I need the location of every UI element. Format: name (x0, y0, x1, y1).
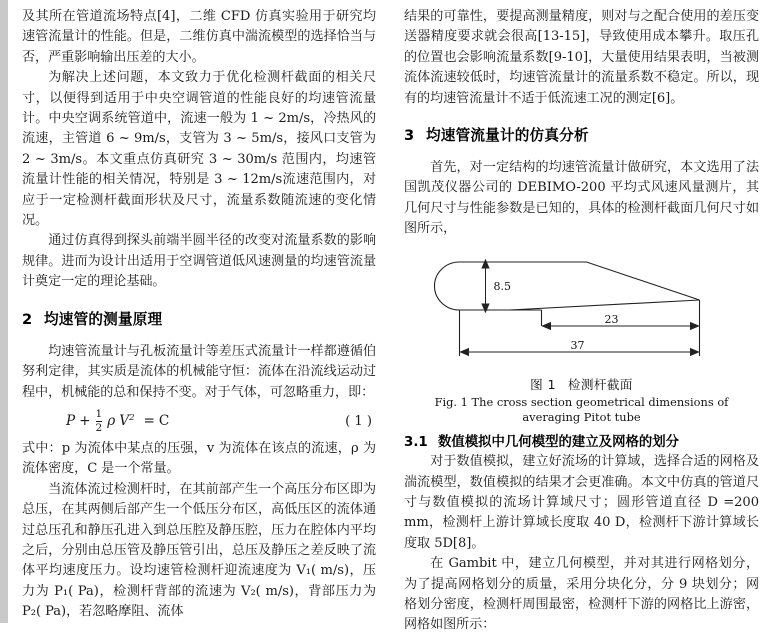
equation-term-velocity-squared (119, 413, 134, 429)
velocity-exponent: 2 (129, 413, 135, 424)
column-gutter (382, 7, 404, 623)
dimension-label-23: 23 (604, 312, 619, 326)
figure-label: 图 1 (530, 376, 556, 392)
equation-1 (22, 409, 376, 434)
figure-caption-chinese (404, 377, 759, 394)
equation-operator-equals: = (143, 413, 155, 430)
paragraph: 在 Gambit 中，建立几何模型，并对其进行网格划分，为了提高网格划分的质量，采用分块化分，分 9 块划分；网格划分密度，检测杆周围最密，检测杆下游的网格比上游密，网格如图所示： (404, 556, 759, 633)
dimension-label-37: 37 (570, 338, 585, 352)
section-title: 均速管流量计的仿真分析 (426, 127, 589, 145)
figure-caption-english-line-1: Fig. 1 The cross section geometrical dimensions of (434, 395, 729, 410)
paragraph: 当流体流过检测杆时，在其前部产生一个高压分布区即为总压，在其两侧后部产生一个低压分布区，高低压区的流体通过总压孔和静压孔进入到总压腔及静压腔，压力在腔体内平均之后，分别由总压管及静压管引出，总压及静压之差反映了流体平均速度压力。设均速管检测杆迎流速度为 V₁( m/s)，压力为 P₁( Pa)，检测杆背部的流速为 V₂( m/s)，背部压力为 P₂( Pa)，若忽略摩阻、流体 (22, 481, 376, 620)
paragraph: 均速管流量计与孔板流量计等差压式流量计一样都遵循伯努利定律，其实质是流体的机械能守恒：流体在沿流线运动过程中，机械能的总和保持不变。对于气体，可忽略重力，即： (22, 343, 376, 400)
equation-fraction-one-half (96, 409, 103, 434)
subsection-number: 3.1 (404, 435, 428, 451)
paragraph: 为解决上述问题，本文致力于优化检测杆截面的相关尺寸，以便得到适用于中央空调管道的性能良好的均速管流量计。中央空调系统管道中，流速一般为 1 ~ 2m/s，冷热风的流速，主管道 6 ~ 9m/s，支管为 3 ~ 5m/s，接风口支管为 2 ~ 3m/s。本文重点仿真研究 3 ~ 30m/s 范围内，均速管流量计性能的相关情况，特别是 3 ~ 12m/s流速范围内，对应于一定检测杆截面形状及尺寸，流量系数随流速的变化情况。 (22, 70, 376, 229)
arrow-head-right-23 (691, 322, 699, 329)
pitot-tube-cross-section-drawing (404, 248, 759, 376)
nose-arc (435, 262, 460, 310)
paragraph-variable-definitions: 式中：p 为流体中某点的压强，v 为流体在该点的流速，ρ 为流体密度，C 是一个常量。 (22, 440, 376, 477)
paragraph-continued: 及其所在管道流场特点[4]，二维 CFD 仿真实验用于研究均速管流量计的性能。但是，二维仿真中湍流模型的选择恰当与否，严重影响输出压差的大小。 (22, 9, 376, 65)
fraction-denominator: 2 (95, 421, 103, 434)
section-heading-2 (22, 308, 376, 329)
equation-operator-plus: + (79, 413, 91, 430)
subsection-title: 数值模拟中几何模型的建立及网格的划分 (438, 435, 680, 451)
section-number: 2 (22, 310, 33, 328)
section-heading-3 (404, 124, 759, 145)
subsection-heading-3-1 (404, 431, 759, 450)
equation-term-rho: ρ (107, 413, 116, 430)
figure-caption-english-line-2: averaging Pitot tube (522, 410, 641, 425)
equation-term-pressure: P (66, 413, 76, 430)
velocity-symbol: V (119, 413, 130, 430)
paragraph: 首先，对一定结构的均速管流量计做研究，本文选用了法国凯茂仪器公司的 DEBIMO-200 平均式风速风量测片，其几何尺寸与性能参数是已知的，具体的检测杆截面几何尺寸如图所示， (404, 160, 759, 237)
figure-caption (404, 377, 759, 426)
paragraph: 通过仿真得到探头前端半圆半径的改变对流量系数的影响规律。进而为设计出适用于空调管道低风速测量的均速管流量计奠定一定的理论基础。 (22, 233, 376, 290)
arrow-head-left-23 (543, 322, 551, 329)
equation-body (22, 409, 345, 434)
fraction-numerator: 1 (95, 407, 103, 420)
paragraph: 对于数值模拟，建立好流场的计算域，选择合适的网格及湍流模型，数值模拟的结果才会更准确。本文中仿真的管道尺寸与数值模拟的流场计算域尺寸；圆形管道直径 D =200 mm，检测杆上游计算域长度取 40 D，检测杆下游计算域长度取 5D[8]。 (404, 454, 759, 551)
section-title: 均速管的测量原理 (44, 310, 163, 328)
equation-constant: C (158, 413, 170, 430)
arrow-head-up (482, 260, 489, 268)
right-column (404, 7, 759, 633)
figure-title-chinese: 检测杆截面 (567, 376, 633, 392)
paragraph-continued: 结果的可靠性，要提高测量精度，则对与之配合使用的差压变送器精度要求就会很高[13-15]，导致使用成本攀升。取压孔的位置也会影响流量系数[9-10]，大量使用结果表明，当被测流体流速较低时，均速管流量计的流量系数不稳定。所以，现有的均速管流量计不适于低流速工况的测定[6]。 (404, 9, 759, 106)
dimension-label-height: 8.5 (493, 279, 511, 293)
arrow-head-left-37 (461, 348, 469, 355)
figure-1 (404, 248, 759, 426)
arrow-head-down (482, 304, 489, 312)
section-number: 3 (404, 127, 415, 145)
equation-number: ( 1 ) (345, 413, 372, 429)
arrow-head-right-37 (691, 348, 699, 355)
left-column (22, 7, 382, 623)
